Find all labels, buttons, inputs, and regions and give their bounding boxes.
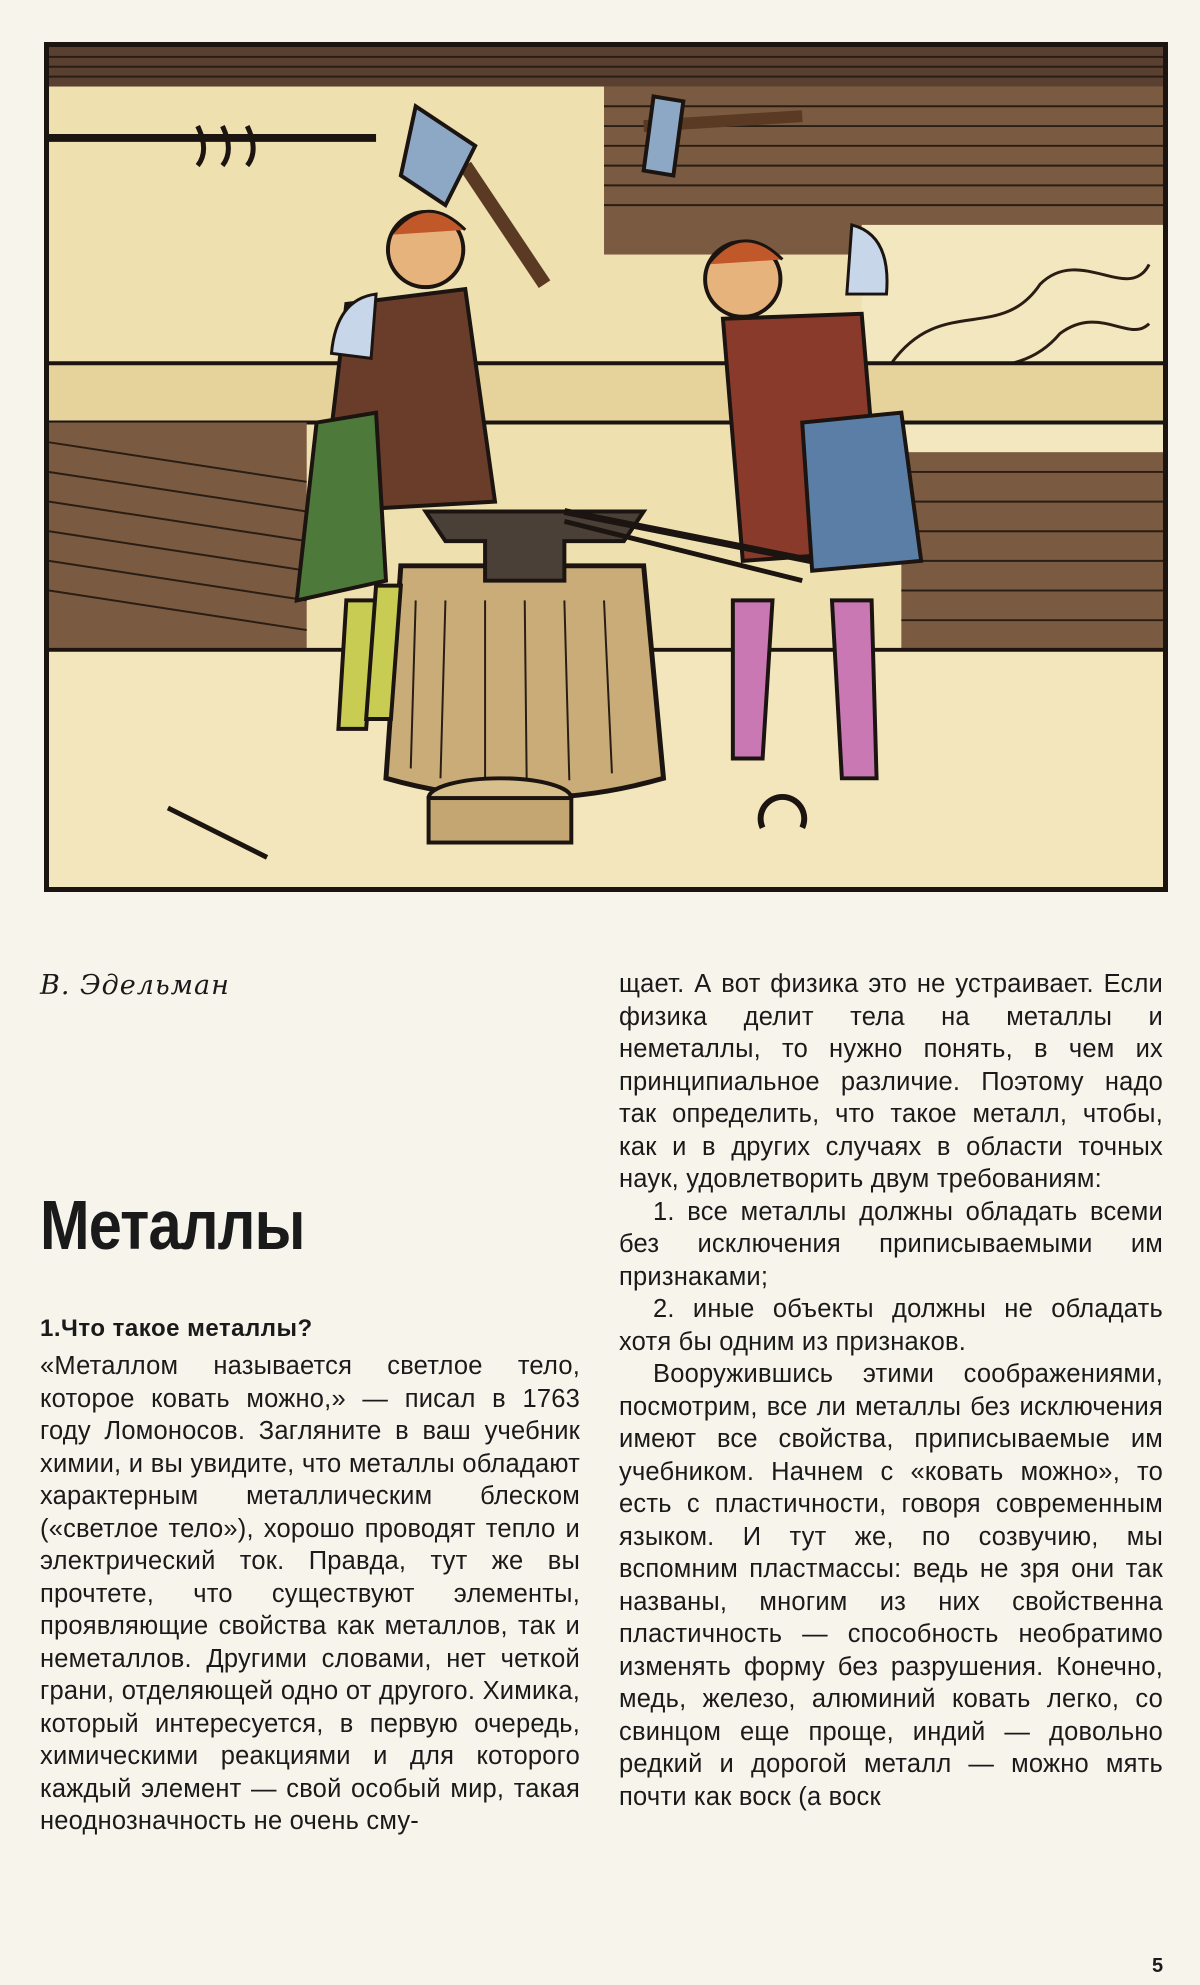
- right-text-column: [619, 968, 1163, 1813]
- paragraph: Вооружившись этими соображениями, посмотрим, все ли металлы без исключения имеют все свойства, приписываемые им учебником. Начнем с «ковать можно», то есть с пластичности, говоря современным языком. И тут же, по созвучию, мы вспомним пластмассы: ведь не зря они так названы, многим из них свойственна пластичность — способность необратимо изменять форму без разрушения. Конечно, медь, железо, алюминий ковать легко, со свинцом еще проще, индий — довольно редкий и дорогой металл — можно мять почти как воск (а воск: [619, 1360, 1163, 1811]
- paragraph: щает. А вот физика это не устраивает. Если физика делит тела на металлы и неметаллы, то нужно понять, в чем их принципиальное различие. Поэтому надо так определить, что такое металл, чтобы, как и в других случаях в области точных наук, удовлетворить двум требованиям:: [619, 970, 1163, 1193]
- author-name: В. Эдельман: [40, 970, 230, 1001]
- left-text-column: [40, 1350, 580, 1838]
- section-heading: 1.Что такое металлы?: [40, 1315, 313, 1342]
- blacksmiths-woodcut-illustration: [44, 42, 1168, 892]
- list-item: 2. иные объекты должны не обладать хотя бы одним из признаков.: [619, 1295, 1163, 1356]
- list-item: 1. все металлы должны обладать всеми без исключения приписываемыми им признаками;: [619, 1197, 1163, 1291]
- article-title: Металлы: [40, 1186, 305, 1264]
- page-number: 5: [1152, 1955, 1164, 1977]
- paragraph: «Металлом называется светлое тело, которое ковать можно,» — писал в 1763 году Ломоносов. Загляните в ваш учебник химии, и вы увидите, что металлы обладают характерным металлическим блеском («светлое тело»), хорошо проводят тепло и электрический ток. Правда, тут же вы прочтете, что существуют элементы, проявляющие свойства как металлов, так и неметаллов. Другими словами, нет четкой грани, отделяющей одно от другого. Химика, который интересуется, в первую очередь, химическими реакциями и для которого каждый элемент — свой особый мир, такая неоднозначность не очень сму-: [40, 1352, 580, 1835]
- woodcut-drawing: [49, 47, 1163, 887]
